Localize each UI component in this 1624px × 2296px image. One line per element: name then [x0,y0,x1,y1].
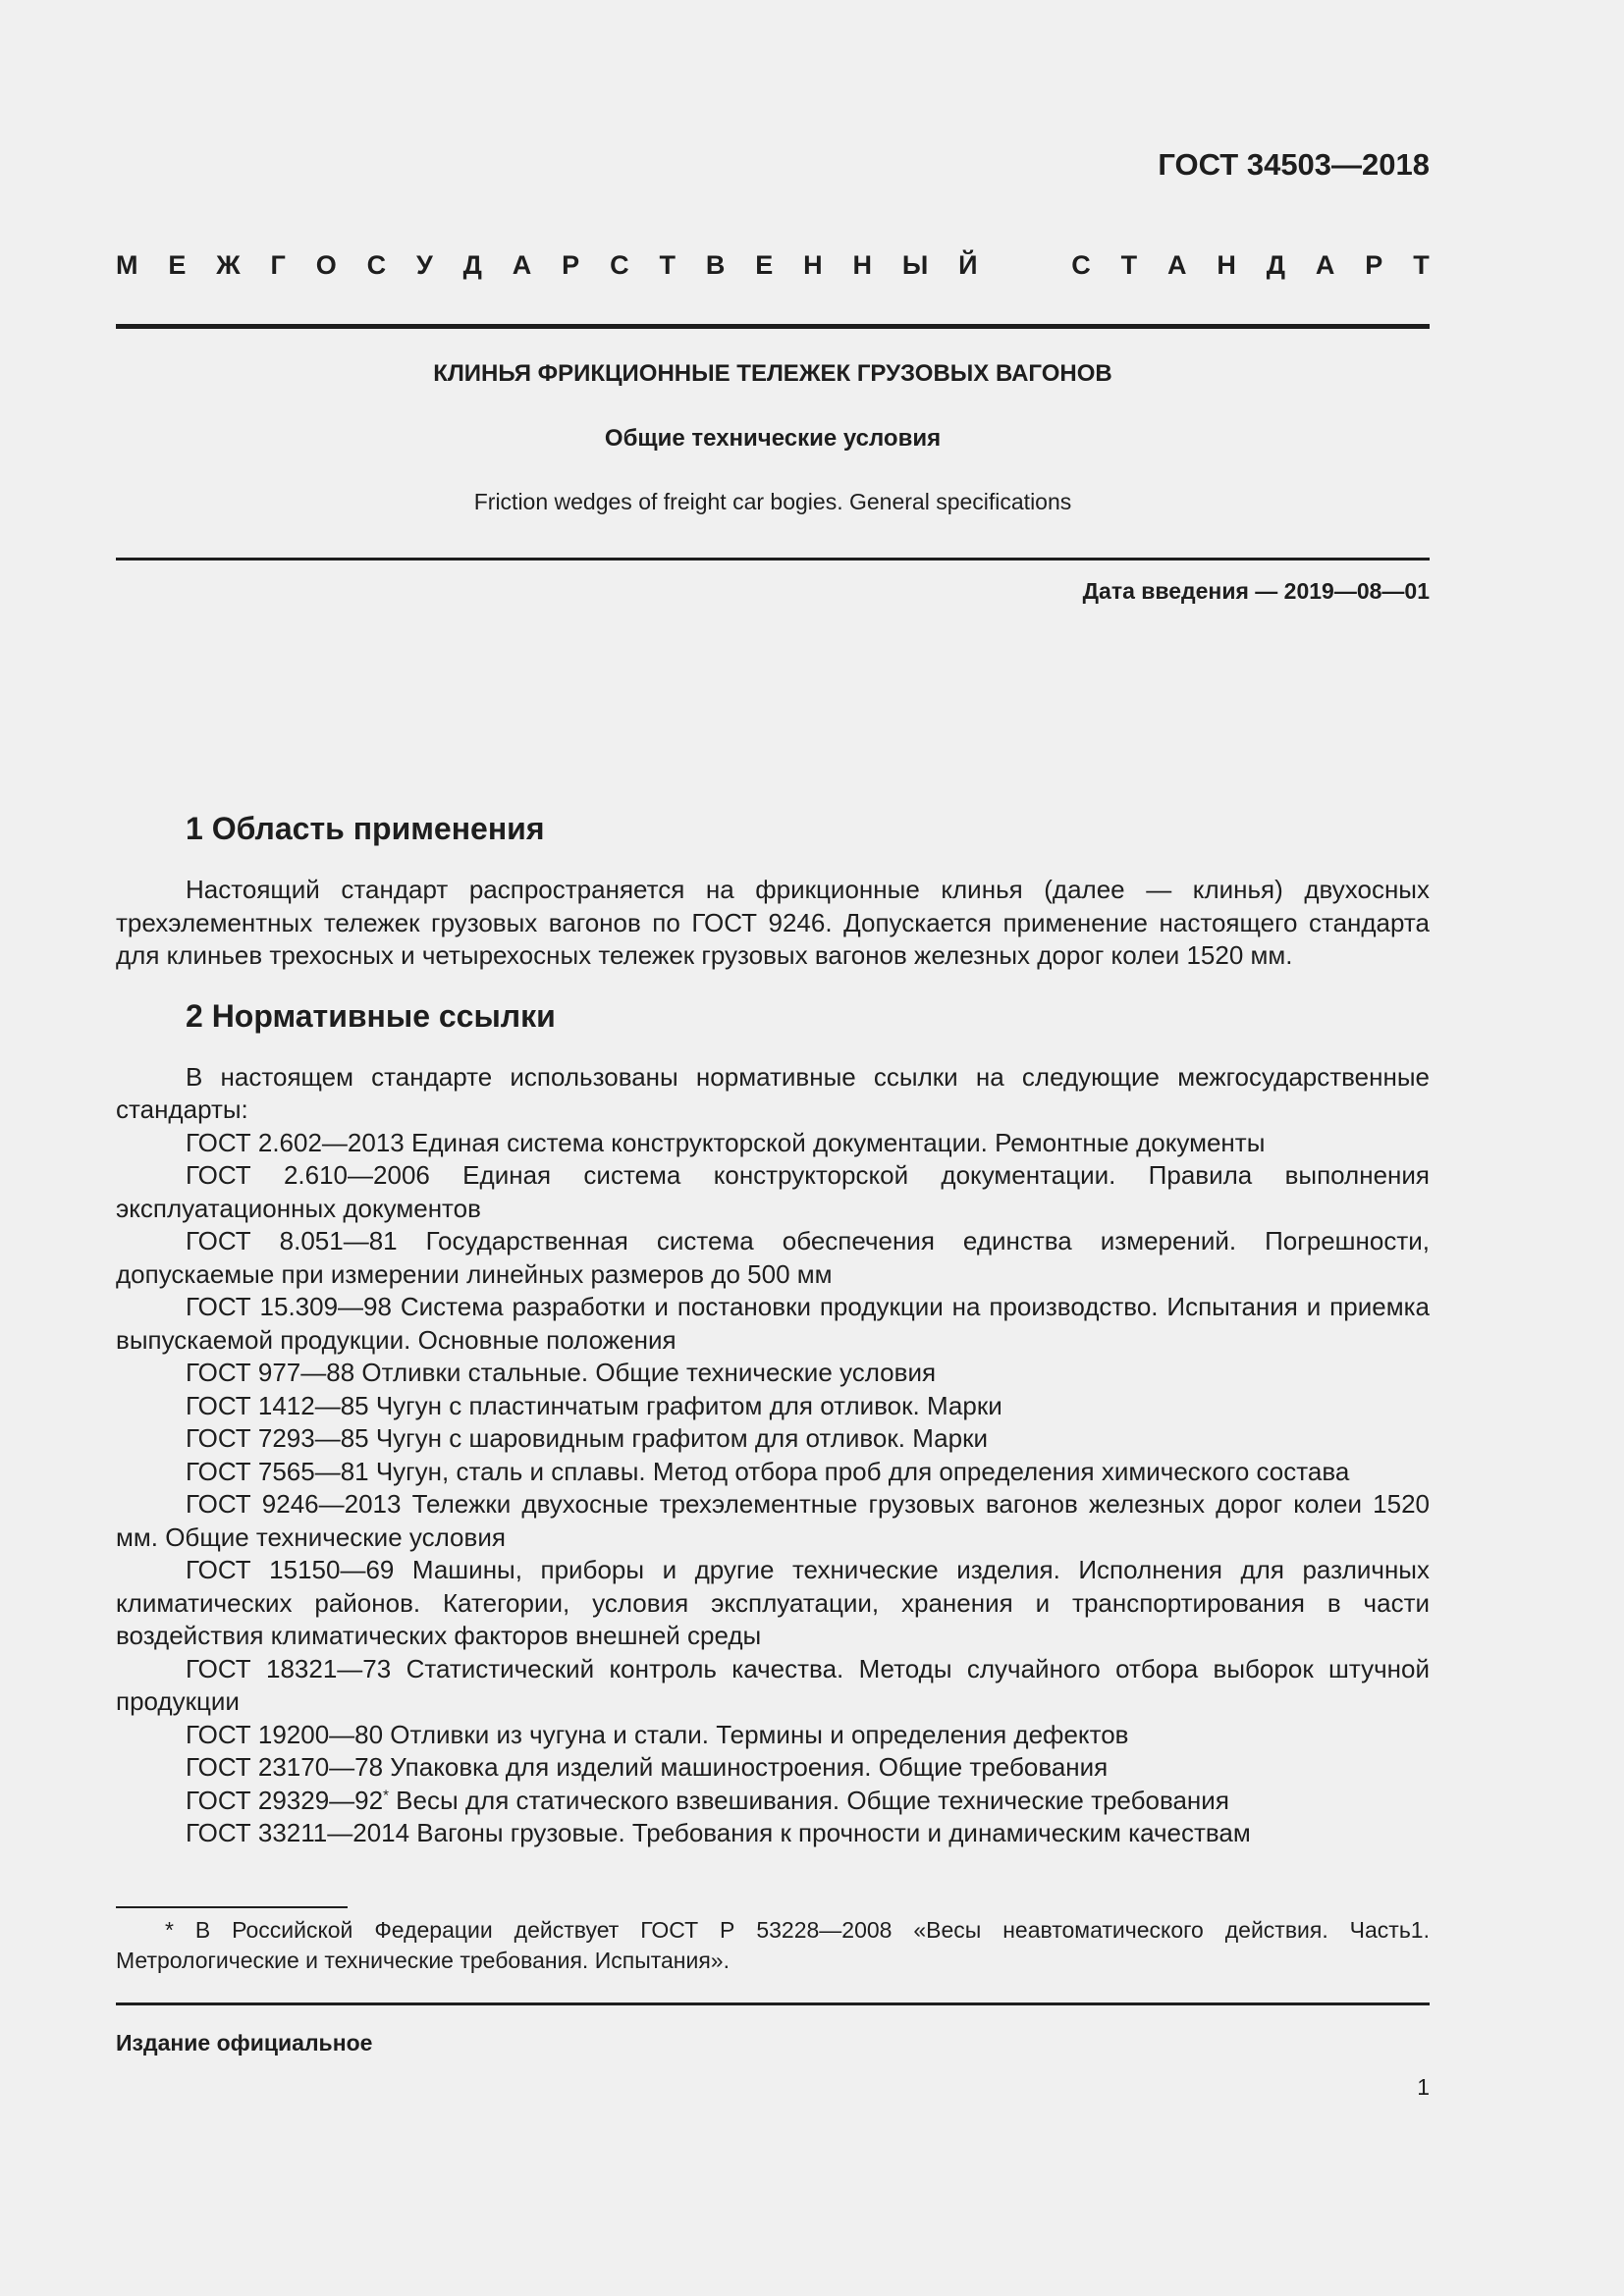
document-body [116,809,1430,1850]
reference-text: Весы для статического взвешивания. Общие технические требования [388,1785,1229,1815]
reference-item: ГОСТ 1412—85 Чугун с пластинчатым графитом для отливок. Марки [186,1390,1002,1420]
section-2-intro: В настоящем стандарте использованы нормативные ссылки на следующие межгосударственные стандарты: [116,1061,1430,1124]
reference-item: ГОСТ 15150—69 Машины, приборы и другие технические изделия. Исполнения для различных климатических районов. Категории, условия эксплуатации, хранения и транспортирования в части воздействия климатических факторов внешней среды [116,1555,1430,1650]
banner-letter: С [366,250,387,280]
page-number: 1 [1417,2074,1430,2100]
footnote-separator [116,1906,348,1908]
reference-item: ГОСТ 18321—73 Статистический контроль качества. Методы случайного отбора выборок штучной продукции [116,1653,1430,1716]
reference-item: ГОСТ 9246—2013 Тележки двухосные трехэлементные грузовых вагонов железных дорог колеи 1520 мм. Общие технические условия [116,1489,1430,1552]
banner-letter: Н [852,250,872,280]
banner-letter: Д [462,250,482,280]
reference-item: ГОСТ 7565—81 Чугун, сталь и сплавы. Метод отбора проб для определения химического состава [186,1456,1350,1486]
reference-item: ГОСТ 33211—2014 Вагоны грузовые. Требования к прочности и динамическим качествам [186,1818,1251,1847]
section-spacer [116,973,1430,996]
banner-letter: Р [562,250,580,280]
banner-letter: А [512,250,532,280]
reference-item: ГОСТ 19200—80 Отливки из чугуна и стали. Термины и определения дефектов [186,1719,1129,1749]
interstate-standard-banner [116,250,1430,281]
banner-letter: Т [1413,250,1430,280]
reference-item: ГОСТ 23170—78 Упаковка для изделий машиностроения. Общие требования [186,1752,1109,1782]
header-rule [116,324,1430,329]
banner-letter: О [315,250,337,280]
banner-letter: Н [803,250,823,280]
title-rule [116,558,1430,561]
standard-subtitle: Общие технические условия [604,425,942,452]
banner-letter: Т [1120,250,1138,280]
reference-item: ГОСТ 15.309—98 Система разработки и постановки продукции на производство. Испытания и приемка выпускаемой продукции. Основные положения [116,1292,1430,1355]
footnote-marker: * [383,1786,389,1803]
reference-item: ГОСТ 977—88 Отливки стальные. Общие технические условия [186,1358,937,1387]
section-2-heading: 2 Нормативные ссылки [186,997,556,1034]
banner-letter: У [416,250,433,280]
section-1-paragraph: Настоящий стандарт распространяется на фрикционные клинья (далее — клинья) двухосных трехэлементных тележек грузовых вагонов по ГОСТ 9246. Допускается применение настоящего стандарта для клиньев трехосных и четырехосных тележек грузовых вагонов железных дорог колеи 1520 мм. [116,875,1430,970]
reference-item: ГОСТ 8.051—81 Государственная система обеспечения единства измерений. Погрешности, допускаемые при измерении линейных размеров до 500 мм [116,1226,1430,1289]
banner-word-gap [1007,250,1041,281]
banner-letter: А [1315,250,1335,280]
banner-letter: Н [1217,250,1236,280]
banner-letter: Й [958,250,978,280]
banner-letter: В [705,250,726,280]
banner-letter: С [610,250,629,280]
footer-rule [116,2002,1430,2005]
banner-letter: М [116,250,138,280]
banner-letter: Д [1266,250,1286,280]
reference-item: ГОСТ 7293—85 Чугун с шаровидным графитом для отливок. Марки [186,1423,988,1453]
reference-item: ГОСТ 2.610—2006 Единая система конструкторской документации. Правила выполнения эксплуатационных документов [116,1160,1430,1223]
document-number: ГОСТ 34503—2018 [1158,147,1430,182]
section-1-heading: 1 Область применения [186,811,545,846]
banner-letter: Ж [216,250,241,280]
reference-item: ГОСТ 2.602—2013 Единая система конструкторской документации. Ремонтные документы [186,1127,1266,1157]
standard-title: КЛИНЬЯ ФРИКЦИОННЫЕ ТЕЛЕЖЕК ГРУЗОВЫХ ВАГОНОВ [433,360,1112,387]
introduction-date: Дата введения — 2019—08—01 [1082,578,1430,604]
banner-letter: Т [659,250,676,280]
banner-letter: Г [270,250,286,280]
banner-letter: Р [1365,250,1383,280]
official-edition-label: Издание официальное [116,2030,373,2056]
banner-letter: Е [755,250,774,280]
reference-item-with-footnote [116,1785,1430,1818]
english-title: Friction wedges of freight car bogies. General specifications [473,489,1072,514]
banner-letter: Е [168,250,187,280]
reference-code: ГОСТ 29329—92 [186,1785,384,1815]
footnote-text: * В Российской Федерации действует ГОСТ Р 53228—2008 «Весы неавтоматического действия. Часть1. Метрологические и технические требования. Испытания». [116,1917,1430,1973]
banner-letter: С [1071,250,1091,280]
banner-letter: Ы [901,250,929,280]
banner-letter: А [1167,250,1187,280]
